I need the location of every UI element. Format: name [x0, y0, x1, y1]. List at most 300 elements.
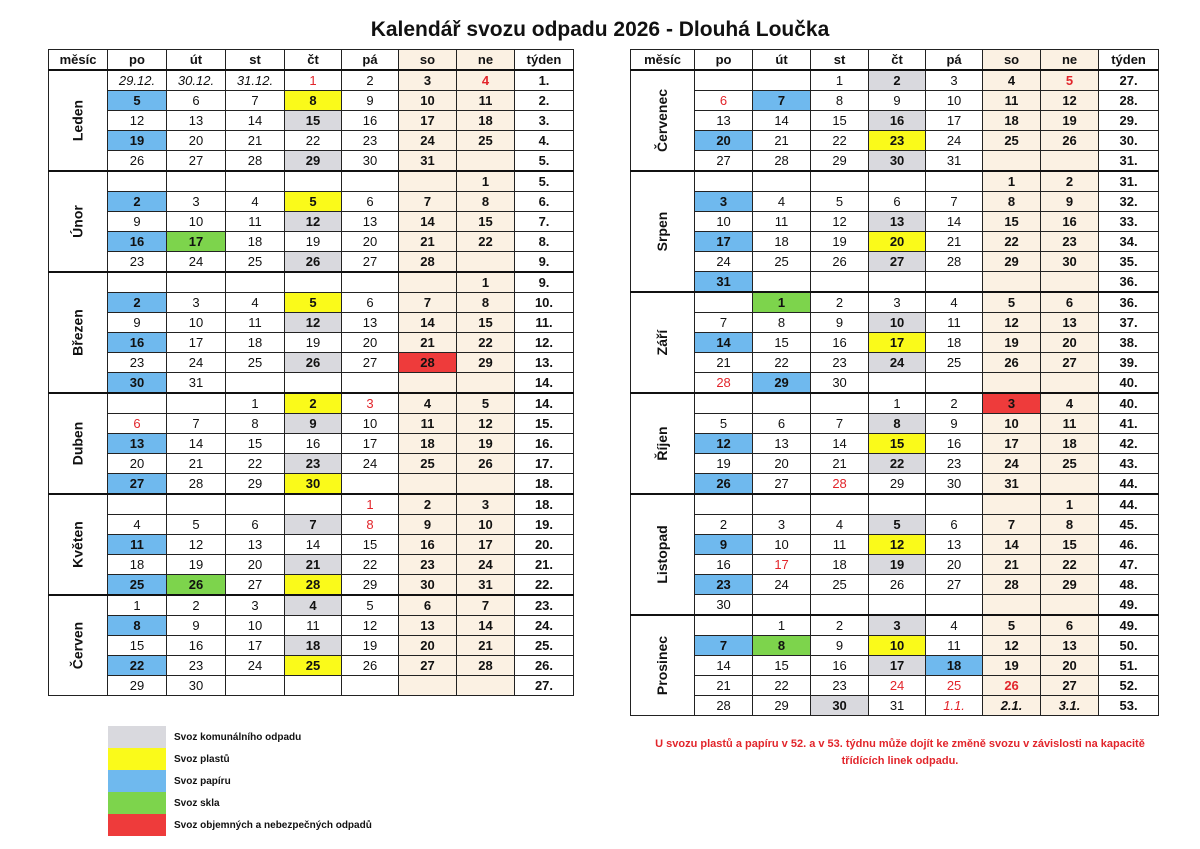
day-cell: 1	[457, 171, 515, 192]
day-cell: 8	[457, 293, 515, 313]
day-cell: 17	[869, 656, 926, 676]
day-cell	[695, 494, 753, 515]
day-cell: 7	[695, 636, 753, 656]
column-header: út	[753, 50, 811, 71]
day-cell: 16	[108, 232, 167, 252]
day-cell: 10	[457, 515, 515, 535]
week-number: 42.	[1099, 434, 1159, 454]
day-cell: 15	[869, 434, 926, 454]
day-cell: 14	[695, 333, 753, 353]
day-cell: 18	[226, 333, 285, 353]
day-cell: 5	[1041, 70, 1099, 91]
week-row	[49, 212, 574, 232]
day-cell: 5	[285, 293, 342, 313]
day-cell: 15	[285, 111, 342, 131]
legend-swatch	[108, 726, 166, 748]
day-cell: 16	[695, 555, 753, 575]
day-cell: 19	[108, 131, 167, 151]
month-label	[49, 393, 108, 494]
day-cell: 30	[811, 696, 869, 716]
day-cell: 17	[926, 111, 983, 131]
month-name: Říjen	[654, 426, 671, 461]
day-cell: 12	[285, 313, 342, 333]
day-cell: 9	[108, 212, 167, 232]
day-cell	[695, 615, 753, 636]
day-cell: 9	[869, 91, 926, 111]
day-cell: 8	[811, 91, 869, 111]
day-cell: 7	[167, 414, 226, 434]
day-cell: 17	[983, 434, 1041, 454]
day-cell	[1041, 474, 1099, 495]
day-cell: 10	[869, 636, 926, 656]
capacity-note	[630, 736, 1170, 770]
month-name: Leden	[69, 99, 86, 142]
day-cell: 21	[695, 676, 753, 696]
day-cell: 27	[926, 575, 983, 595]
capacity-note-line-1: U svozu plastů a papíru v 52. a v 53. týdnu může dojít ke změně svozu v závislosti na kapacitě	[655, 738, 1145, 750]
day-cell: 29	[457, 353, 515, 373]
day-cell: 5	[342, 595, 399, 616]
week-number: 49.	[1099, 615, 1159, 636]
day-cell: 4	[399, 393, 457, 414]
day-cell: 24	[399, 131, 457, 151]
day-cell: 27	[399, 656, 457, 676]
day-cell: 26	[811, 252, 869, 272]
day-cell: 6	[399, 595, 457, 616]
week-number: 50.	[1099, 636, 1159, 656]
day-cell: 31	[695, 272, 753, 293]
day-cell: 23	[1041, 232, 1099, 252]
day-cell: 23	[811, 353, 869, 373]
day-cell: 26	[695, 474, 753, 495]
day-cell: 27	[342, 252, 399, 273]
day-cell: 17	[226, 636, 285, 656]
week-number: 22.	[515, 575, 574, 596]
day-cell: 9	[399, 515, 457, 535]
day-cell: 5	[983, 292, 1041, 313]
day-cell: 6	[226, 515, 285, 535]
week-number: 27.	[1099, 70, 1159, 91]
day-cell: 15	[1041, 535, 1099, 555]
day-cell: 29	[869, 474, 926, 495]
day-cell: 10	[983, 414, 1041, 434]
day-cell: 13	[1041, 313, 1099, 333]
day-cell: 23	[869, 131, 926, 151]
day-cell: 27	[869, 252, 926, 272]
week-row	[49, 454, 574, 474]
day-cell	[983, 595, 1041, 616]
day-cell: 14	[167, 434, 226, 454]
day-cell: 11	[753, 212, 811, 232]
day-cell: 8	[753, 636, 811, 656]
day-cell: 4	[753, 192, 811, 212]
day-cell: 12	[1041, 91, 1099, 111]
day-cell: 22	[753, 353, 811, 373]
day-cell: 15	[753, 333, 811, 353]
week-number: 31.	[1099, 171, 1159, 192]
day-cell: 5	[285, 192, 342, 212]
day-cell: 15	[108, 636, 167, 656]
day-cell: 4	[811, 515, 869, 535]
day-cell: 24	[753, 575, 811, 595]
day-cell: 31	[457, 575, 515, 596]
page-title: Kalendář svozu odpadu 2026 - Dlouhá Loučka	[370, 18, 830, 41]
day-cell: 7	[399, 192, 457, 212]
week-row	[49, 414, 574, 434]
day-cell	[753, 70, 811, 91]
day-cell: 7	[753, 91, 811, 111]
legend-item	[108, 792, 372, 814]
week-row	[631, 393, 1159, 414]
week-number: 49.	[1099, 595, 1159, 616]
day-cell: 15	[226, 434, 285, 454]
day-cell: 5	[167, 515, 226, 535]
day-cell	[457, 474, 515, 495]
legend-swatch	[108, 770, 166, 792]
week-row	[631, 676, 1159, 696]
week-row	[49, 474, 574, 495]
day-cell: 8	[285, 91, 342, 111]
day-cell: 4	[983, 70, 1041, 91]
day-cell: 16	[167, 636, 226, 656]
day-cell	[399, 474, 457, 495]
day-cell: 14	[399, 313, 457, 333]
month-label	[631, 171, 695, 292]
day-cell: 30	[869, 151, 926, 172]
day-cell: 13	[399, 616, 457, 636]
day-cell: 6	[167, 91, 226, 111]
day-cell: 30	[285, 474, 342, 495]
day-cell	[926, 171, 983, 192]
week-number: 16.	[515, 434, 574, 454]
month-name: Listopad	[654, 525, 671, 584]
day-cell: 12	[983, 313, 1041, 333]
day-cell: 13	[226, 535, 285, 555]
day-cell: 10	[695, 212, 753, 232]
day-cell: 27	[1041, 353, 1099, 373]
week-number: 21.	[515, 555, 574, 575]
day-cell: 28	[695, 696, 753, 716]
week-number: 30.	[1099, 131, 1159, 151]
legend-label: Svoz objemných a nebezpečných odpadů	[174, 819, 372, 831]
day-cell	[399, 171, 457, 192]
week-number: 33.	[1099, 212, 1159, 232]
week-number: 52.	[1099, 676, 1159, 696]
day-cell: 25	[226, 353, 285, 373]
legend-label: Svoz skla	[174, 797, 220, 809]
day-cell: 19	[1041, 111, 1099, 131]
week-number: 37.	[1099, 313, 1159, 333]
day-cell: 10	[869, 313, 926, 333]
day-cell	[342, 373, 399, 394]
month-name: Červenec	[654, 88, 671, 153]
week-row	[631, 171, 1159, 192]
day-cell: 12	[983, 636, 1041, 656]
day-cell: 14	[457, 616, 515, 636]
day-cell: 4	[108, 515, 167, 535]
day-cell: 25	[399, 454, 457, 474]
week-row	[631, 434, 1159, 454]
week-number: 28.	[1099, 91, 1159, 111]
column-header: týden	[1099, 50, 1159, 71]
day-cell	[983, 373, 1041, 394]
day-cell: 7	[926, 192, 983, 212]
day-cell: 14	[695, 656, 753, 676]
day-cell: 20	[926, 555, 983, 575]
day-cell: 13	[167, 111, 226, 131]
day-cell	[926, 373, 983, 394]
day-cell: 12	[342, 616, 399, 636]
column-header: měsíc	[631, 50, 695, 71]
day-cell: 26	[285, 252, 342, 273]
day-cell: 6	[1041, 292, 1099, 313]
legend-swatch	[108, 748, 166, 770]
day-cell: 9	[926, 414, 983, 434]
day-cell: 15	[753, 656, 811, 676]
day-cell: 22	[342, 555, 399, 575]
day-cell: 26	[983, 676, 1041, 696]
day-cell: 29	[811, 151, 869, 172]
day-cell: 16	[399, 535, 457, 555]
day-cell: 8	[457, 192, 515, 212]
day-cell: 11	[226, 313, 285, 333]
week-row	[49, 293, 574, 313]
column-header: po	[695, 50, 753, 71]
day-cell: 10	[167, 212, 226, 232]
day-cell: 1.1.	[926, 696, 983, 716]
calendar-table-left	[48, 49, 574, 696]
day-cell	[457, 151, 515, 172]
week-row	[631, 696, 1159, 716]
day-cell: 20	[399, 636, 457, 656]
day-cell: 24	[695, 252, 753, 272]
day-cell: 7	[811, 414, 869, 434]
week-row	[49, 272, 574, 293]
day-cell: 16	[108, 333, 167, 353]
day-cell: 3	[983, 393, 1041, 414]
day-cell: 6	[342, 293, 399, 313]
week-row	[631, 272, 1159, 293]
header-row	[49, 50, 574, 71]
week-row	[49, 494, 574, 515]
week-row	[49, 373, 574, 394]
day-cell: 19	[457, 434, 515, 454]
day-cell: 29	[285, 151, 342, 172]
day-cell	[983, 494, 1041, 515]
day-cell: 31	[926, 151, 983, 172]
day-cell: 28	[457, 656, 515, 676]
month-label	[631, 615, 695, 716]
day-cell: 11	[983, 91, 1041, 111]
day-cell: 2	[342, 70, 399, 91]
day-cell: 9	[811, 636, 869, 656]
day-cell: 11	[926, 313, 983, 333]
week-row	[631, 515, 1159, 535]
week-number: 34.	[1099, 232, 1159, 252]
week-row	[631, 292, 1159, 313]
day-cell	[1041, 595, 1099, 616]
day-cell: 18	[108, 555, 167, 575]
week-row	[631, 555, 1159, 575]
day-cell: 22	[753, 676, 811, 696]
day-cell: 22	[457, 232, 515, 252]
day-cell: 8	[1041, 515, 1099, 535]
day-cell: 17	[167, 333, 226, 353]
week-number: 14.	[515, 393, 574, 414]
day-cell: 30	[167, 676, 226, 696]
week-row	[631, 656, 1159, 676]
day-cell: 17	[869, 333, 926, 353]
day-cell: 11	[399, 414, 457, 434]
day-cell: 19	[983, 333, 1041, 353]
month-name: Duben	[69, 421, 86, 466]
day-cell: 26	[342, 656, 399, 676]
day-cell	[108, 171, 167, 192]
day-cell: 21	[285, 555, 342, 575]
day-cell: 23	[108, 353, 167, 373]
day-cell: 29	[342, 575, 399, 596]
week-row	[631, 373, 1159, 394]
day-cell: 30	[926, 474, 983, 495]
day-cell: 11	[926, 636, 983, 656]
week-row	[49, 393, 574, 414]
week-number: 46.	[1099, 535, 1159, 555]
day-cell: 3	[342, 393, 399, 414]
day-cell: 11	[457, 91, 515, 111]
day-cell	[457, 676, 515, 696]
week-row	[49, 313, 574, 333]
day-cell: 1	[811, 70, 869, 91]
day-cell	[983, 272, 1041, 293]
day-cell: 13	[695, 111, 753, 131]
week-row	[49, 676, 574, 696]
day-cell: 15	[983, 212, 1041, 232]
month-label	[49, 494, 108, 595]
day-cell: 13	[342, 313, 399, 333]
legend-item	[108, 748, 372, 770]
day-cell: 8	[983, 192, 1041, 212]
day-cell: 16	[811, 656, 869, 676]
day-cell: 16	[811, 333, 869, 353]
week-number: 10.	[515, 293, 574, 313]
week-row	[49, 353, 574, 373]
day-cell: 14	[285, 535, 342, 555]
week-number: 48.	[1099, 575, 1159, 595]
day-cell: 14	[926, 212, 983, 232]
day-cell	[926, 272, 983, 293]
day-cell: 4	[457, 70, 515, 91]
week-row	[631, 575, 1159, 595]
day-cell: 6	[108, 414, 167, 434]
day-cell: 18	[285, 636, 342, 656]
week-row	[631, 151, 1159, 172]
day-cell: 29	[1041, 575, 1099, 595]
day-cell: 22	[983, 232, 1041, 252]
day-cell: 31	[869, 696, 926, 716]
day-cell: 5	[811, 192, 869, 212]
day-cell: 27	[342, 353, 399, 373]
day-cell: 18	[926, 333, 983, 353]
day-cell	[342, 272, 399, 293]
day-cell: 27	[753, 474, 811, 495]
day-cell: 12	[811, 212, 869, 232]
day-cell: 3	[926, 70, 983, 91]
week-number: 43.	[1099, 454, 1159, 474]
day-cell: 20	[226, 555, 285, 575]
week-row	[631, 474, 1159, 495]
day-cell: 17	[399, 111, 457, 131]
day-cell: 13	[342, 212, 399, 232]
day-cell: 28	[399, 353, 457, 373]
day-cell: 1	[342, 494, 399, 515]
week-row	[631, 353, 1159, 373]
week-row	[49, 636, 574, 656]
day-cell: 4	[926, 615, 983, 636]
week-row	[49, 91, 574, 111]
day-cell: 20	[108, 454, 167, 474]
day-cell	[753, 393, 811, 414]
day-cell: 1	[226, 393, 285, 414]
day-cell	[226, 272, 285, 293]
week-number: 18.	[515, 494, 574, 515]
day-cell: 21	[226, 131, 285, 151]
day-cell: 3	[869, 615, 926, 636]
day-cell: 17	[753, 555, 811, 575]
day-cell	[457, 373, 515, 394]
day-cell: 27	[226, 575, 285, 596]
day-cell	[399, 272, 457, 293]
day-cell: 11	[285, 616, 342, 636]
week-row	[49, 555, 574, 575]
day-cell: 24	[226, 656, 285, 676]
month-name: Září	[654, 329, 671, 356]
day-cell: 10	[753, 535, 811, 555]
day-cell: 25	[926, 676, 983, 696]
day-cell	[926, 494, 983, 515]
day-cell: 10	[226, 616, 285, 636]
day-cell: 30	[811, 373, 869, 394]
day-cell: 25	[811, 575, 869, 595]
week-number: 47.	[1099, 555, 1159, 575]
day-cell: 24	[167, 353, 226, 373]
week-row	[631, 232, 1159, 252]
day-cell: 20	[167, 131, 226, 151]
column-header: po	[108, 50, 167, 71]
day-cell: 20	[753, 454, 811, 474]
day-cell: 20	[1041, 333, 1099, 353]
week-number: 1.	[515, 70, 574, 91]
day-cell: 24	[926, 131, 983, 151]
day-cell	[869, 494, 926, 515]
day-cell: 30	[695, 595, 753, 616]
header-row	[631, 50, 1159, 71]
week-number: 31.	[1099, 151, 1159, 172]
day-cell: 22	[1041, 555, 1099, 575]
day-cell: 18	[753, 232, 811, 252]
day-cell: 7	[457, 595, 515, 616]
week-row	[49, 515, 574, 535]
legend-item	[108, 770, 372, 792]
day-cell	[342, 474, 399, 495]
week-row	[49, 70, 574, 91]
week-row	[631, 70, 1159, 91]
day-cell: 20	[342, 232, 399, 252]
day-cell: 23	[285, 454, 342, 474]
day-cell: 13	[869, 212, 926, 232]
day-cell: 16	[285, 434, 342, 454]
day-cell: 7	[983, 515, 1041, 535]
day-cell: 21	[695, 353, 753, 373]
